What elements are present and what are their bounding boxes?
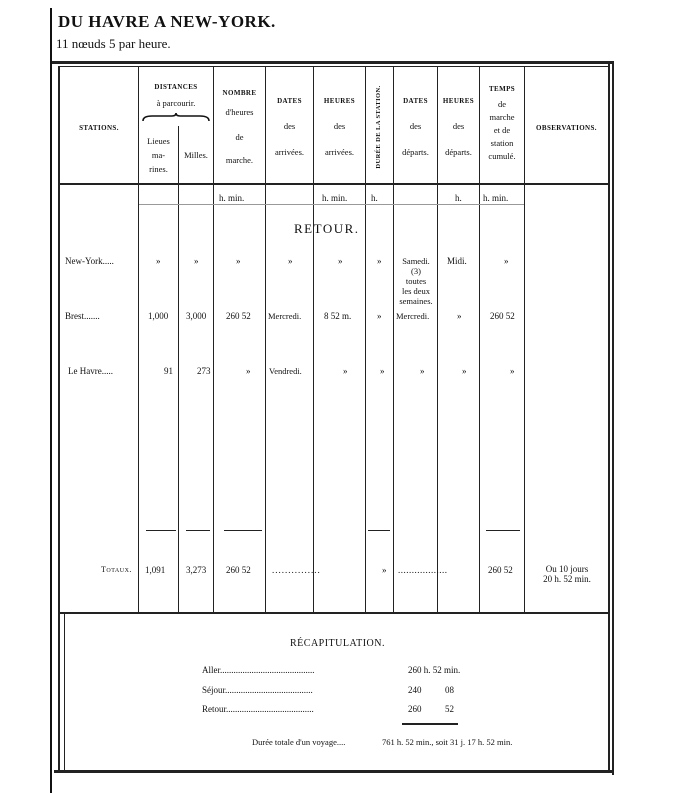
frame-inner-top-rule <box>60 66 608 67</box>
departure-date: Mercredi. <box>396 311 430 321</box>
col-header-distances: DISTANCES <box>154 83 198 91</box>
left-margin-rule <box>50 8 52 793</box>
departure-hour: Midi. <box>447 256 467 266</box>
ditto-mark: » <box>377 311 382 321</box>
recap-aller-value: 260 h. 52 min. <box>408 665 461 675</box>
arrival-date: Vendredi. <box>269 366 302 376</box>
ditto-mark: » <box>246 366 251 376</box>
recap-sejour-minutes: 08 <box>445 685 454 695</box>
frame-left-rule <box>58 66 60 773</box>
col-header-duree: DURÉE DE LA STATION. <box>375 85 382 169</box>
col-header-heures-arr: HEURES <box>323 97 356 105</box>
col-header-milles: Milles. <box>184 150 208 160</box>
total-rule <box>146 530 176 531</box>
totals-leader-dots: .................. <box>398 565 448 575</box>
frame-right-outer-rule <box>612 62 614 775</box>
departure-date-line: toutes <box>405 276 427 286</box>
col-header-observations: OBSERVATIONS. <box>536 124 597 132</box>
col-header-heures-arr-2: des <box>333 121 346 131</box>
col-header-temps-6: cumulé. <box>488 151 516 161</box>
unit-label: h. <box>455 193 462 203</box>
col-header-temps-5: station <box>490 138 514 148</box>
recap-aller-label: Aller.......................................... <box>202 665 315 675</box>
col-header-stations: STATIONS. <box>79 124 119 132</box>
totals-leader-dots: ............... <box>272 565 321 575</box>
col-header-heures-arr-3: arrivées. <box>324 147 355 157</box>
page-subtitle: 11 nœuds 5 par heure. <box>56 36 171 51</box>
ditto-mark: » <box>236 256 241 266</box>
col-header-nombre: NOMBRE <box>222 89 257 97</box>
recap-retour-minutes: 52 <box>445 704 454 714</box>
col-header-dates-dep-3: départs. <box>402 147 429 157</box>
header-bottom-rule <box>60 183 608 185</box>
milles-value: 273 <box>197 366 211 376</box>
col-header-temps-4: et de <box>493 125 511 135</box>
cumulative-time: 260 52 <box>490 311 515 321</box>
lieues-value: 1,000 <box>148 311 169 321</box>
col-header-heures-dep-3: départs. <box>445 147 472 157</box>
ditto-mark: » <box>288 256 293 266</box>
totals-lieues: 1,091 <box>145 565 166 575</box>
ditto-mark: » <box>462 366 467 376</box>
col-header-temps-2: de <box>497 99 507 109</box>
col-header-dates-dep-2: des <box>409 121 422 131</box>
col-header-dates-arr: DATES <box>277 97 302 105</box>
departure-date-line: semaines. <box>399 296 433 306</box>
col-header-nombre-2: d'heures <box>225 107 254 117</box>
col-header-temps-3: marche <box>489 112 515 122</box>
unit-label: h. min. <box>483 193 509 203</box>
recap-left-rule <box>64 614 65 771</box>
recap-sum-rule <box>402 723 458 725</box>
col-header-nombre-3: de <box>235 132 244 142</box>
recap-sejour-label: Séjour....................................... <box>202 685 313 695</box>
station-name: Brest....... <box>65 311 100 321</box>
total-rule <box>486 530 520 531</box>
col-rule <box>365 66 366 612</box>
ditto-mark: » <box>377 256 382 266</box>
hours-value: 260 52 <box>226 311 251 321</box>
col-rule <box>178 126 179 612</box>
ditto-mark: » <box>338 256 343 266</box>
recap-retour-label: Retour....................................... <box>202 704 314 714</box>
recap-total-value: 761 h. 52 min., soit 31 j. 17 h. 52 min. <box>382 737 513 747</box>
col-header-dates-dep: DATES <box>403 97 428 105</box>
station-name: Le Havre..... <box>68 366 113 376</box>
col-header-temps: TEMPS <box>488 85 516 93</box>
ditto-mark: » <box>504 256 509 266</box>
col-header-lieues-3: rines. <box>149 164 168 174</box>
total-rule <box>368 530 390 531</box>
departure-date-line: Samedi. <box>402 256 430 266</box>
frame-bottom-rule <box>54 770 614 773</box>
frame-top-rule <box>52 61 614 64</box>
ditto-mark: » <box>380 366 385 376</box>
total-rule <box>224 530 262 531</box>
unit-label: h. <box>371 193 378 203</box>
col-header-dates-arr-2: des <box>283 121 296 131</box>
col-header-heures-dep-2: des <box>452 121 465 131</box>
totals-hours: 260 52 <box>226 565 251 575</box>
section-title: RETOUR. <box>294 221 360 236</box>
recap-total-label: Durée totale d'un voyage.... <box>252 737 346 747</box>
page-title: DU HAVRE A NEW-YORK. <box>58 12 276 31</box>
arrival-date: Mercredi. <box>268 311 302 321</box>
recap-sejour-hours: 240 <box>408 685 422 695</box>
col-header-heures-dep: HEURES <box>442 97 475 105</box>
totals-milles: 3,273 <box>186 565 207 575</box>
units-bottom-rule <box>139 204 524 205</box>
ditto-mark: » <box>420 366 425 376</box>
observation-line: Ou 10 jours <box>545 564 589 574</box>
section-divider-rule <box>58 612 610 614</box>
ditto-mark: » <box>382 565 387 575</box>
ditto-mark: » <box>510 366 515 376</box>
totals-observation <box>526 564 608 584</box>
unit-label: h. min. <box>219 193 245 203</box>
ditto-mark: » <box>156 256 161 266</box>
total-rule <box>186 530 210 531</box>
brace-icon <box>142 113 210 123</box>
milles-value: 3,000 <box>186 311 207 321</box>
ditto-mark: » <box>343 366 348 376</box>
col-header-nombre-4: marche. <box>225 155 254 165</box>
recap-title: RÉCAPITULATION. <box>290 638 385 649</box>
col-rule <box>524 66 525 612</box>
col-header-lieues-2: ma- <box>151 150 166 160</box>
observation-line: 20 h. 52 min. <box>543 574 591 584</box>
ditto-mark: » <box>457 311 462 321</box>
col-header-lieues-1: Lieues <box>147 136 170 146</box>
departure-date-line: les deux <box>401 286 431 296</box>
col-header-dates-arr-3: arrivées. <box>274 147 305 157</box>
totals-label: Totaux. <box>101 565 132 574</box>
col-rule <box>213 66 214 612</box>
col-header-distances-sub: à parcourir. <box>156 98 196 108</box>
lieues-value: 91 <box>164 366 173 376</box>
departure-date <box>394 256 438 306</box>
frame-right-rule <box>608 62 610 773</box>
recap-retour-hours: 260 <box>408 704 422 714</box>
station-name: New-York..... <box>65 256 114 266</box>
totals-cumulative: 260 52 <box>488 565 513 575</box>
ditto-mark: » <box>194 256 199 266</box>
departure-date-line: (3) <box>411 266 421 276</box>
unit-label: h. min. <box>322 193 348 203</box>
arrival-hour: 8 52 m. <box>324 311 352 321</box>
